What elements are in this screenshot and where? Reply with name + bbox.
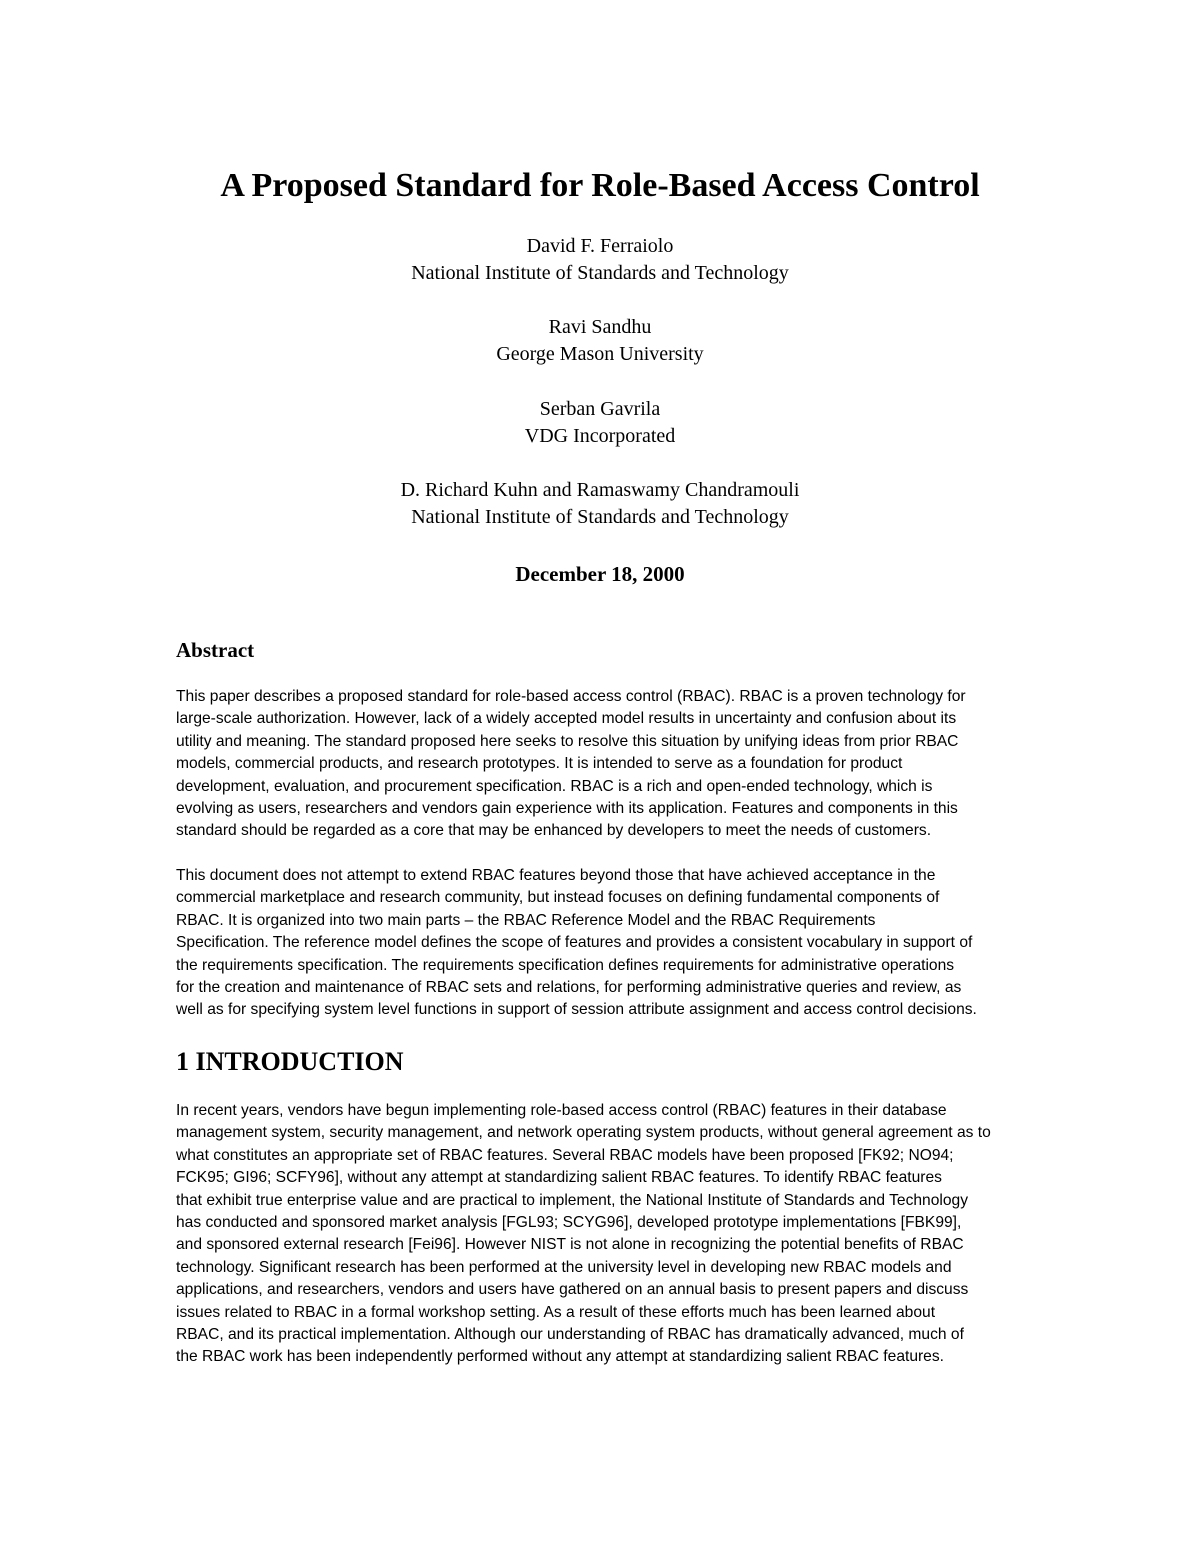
text-line: the RBAC work has been independently performed without any attempt at standardizing salient RBAC features.	[176, 1348, 944, 1366]
text-line: Specification. The reference model defines the scope of features and provides a consistent vocabulary in support of	[176, 934, 973, 952]
section-heading-introduction: 1 INTRODUCTION	[176, 1047, 404, 1076]
text-line: large-scale authorization. However, lack of a widely accepted model results in uncertainty and confusion about its	[176, 710, 957, 728]
author-block-3	[0, 396, 1200, 450]
text-line: and sponsored external research [Fei96]. However NIST is not alone in recognizing the potential benefits of RBAC	[176, 1236, 964, 1254]
author-name: Ravi Sandhu	[548, 316, 652, 338]
author-block-2	[0, 314, 1200, 368]
text-line: This paper describes a proposed standard for role-based access control (RBAC). RBAC is a proven technology for	[176, 688, 966, 705]
author-name: D. Richard Kuhn and Ramaswamy Chandramouli	[400, 479, 800, 501]
author-block-4	[0, 477, 1200, 531]
text-line: what constitutes an appropriate set of RBAC features. Several RBAC models have been proposed [FK92; NO94;	[176, 1146, 954, 1164]
text-line: commercial marketplace and research community, but instead focuses on defining fundamental components of	[176, 889, 940, 907]
paper-date: December 18, 2000	[515, 562, 685, 586]
text-line: that exhibit true enterprise value and are practical to implement, the National Institute of Standards and Technology	[176, 1191, 968, 1209]
abstract-paragraph-1	[176, 686, 1096, 843]
introduction-paragraph-1	[176, 1100, 1096, 1369]
author-block-1	[0, 233, 1200, 287]
text-line: RBAC, and its practical implementation. Although our understanding of RBAC has dramatically advanced, much of	[176, 1326, 964, 1344]
author-affiliation: National Institute of Standards and Technology	[411, 262, 789, 284]
author-name: Serban Gavrila	[539, 398, 661, 420]
abstract-paragraph-2	[176, 865, 1096, 1022]
paper-title: A Proposed Standard for Role-Based Access Control	[220, 167, 980, 204]
text-line: evolving as users, researchers and vendors gain experience with its application. Features and components in this	[176, 800, 958, 818]
text-line: FCK95; GI96; SCFY96], without any attempt at standardizing salient RBAC features. To identify RBAC features	[176, 1169, 942, 1187]
abstract-heading: Abstract	[176, 638, 255, 662]
text-line: technology. Significant research has been performed at the university level in developing new RBAC models and	[176, 1258, 952, 1276]
text-line: models, commercial products, and research prototypes. It is intended to serve as a foundation for product	[176, 755, 903, 773]
text-line: issues related to RBAC in a formal workshop setting. As a result of these efforts much has been learned about	[176, 1303, 936, 1321]
text-line: standard should be regarded as a core that may be enhanced by developers to meet the needs of customers.	[176, 822, 932, 840]
author-affiliation: National Institute of Standards and Technology	[411, 506, 789, 528]
author-affiliation: VDG Incorporated	[524, 425, 676, 447]
text-line: utility and meaning. The standard proposed here seeks to resolve this situation by unifying ideas from prior RBAC	[176, 732, 959, 750]
text-line: This document does not attempt to extend RBAC features beyond those that have achieved acceptance in the	[176, 867, 936, 884]
author-affiliation: George Mason University	[496, 343, 704, 365]
text-line: has conducted and sponsored market analysis [FGL93; SCYG96], developed prototype implementations [FBK99],	[176, 1214, 962, 1232]
text-line: well as for specifying system level functions in support of session attribute assignment and access control decisions.	[176, 1001, 977, 1019]
text-line: In recent years, vendors have begun implementing role-based access control (RBAC) features in their database	[176, 1102, 947, 1119]
text-line: development, evaluation, and procurement specification. RBAC is a rich and open-ended technology, which is	[176, 777, 933, 795]
text-line: for the creation and maintenance of RBAC sets and relations, for performing administrative queries and review, as	[176, 979, 962, 997]
text-line: the requirements specification. The requirements specification defines requirements for administrative operations	[176, 956, 955, 974]
text-line: applications, and researchers, vendors and users have gathered on an annual basis to present papers and discuss	[176, 1281, 969, 1299]
author-name: David F. Ferraiolo	[526, 235, 674, 257]
text-line: management system, security management, and network operating system products, without general agreement as to	[176, 1124, 991, 1142]
text-line: RBAC. It is organized into two main parts – the RBAC Reference Model and the RBAC Requirements	[176, 911, 876, 929]
